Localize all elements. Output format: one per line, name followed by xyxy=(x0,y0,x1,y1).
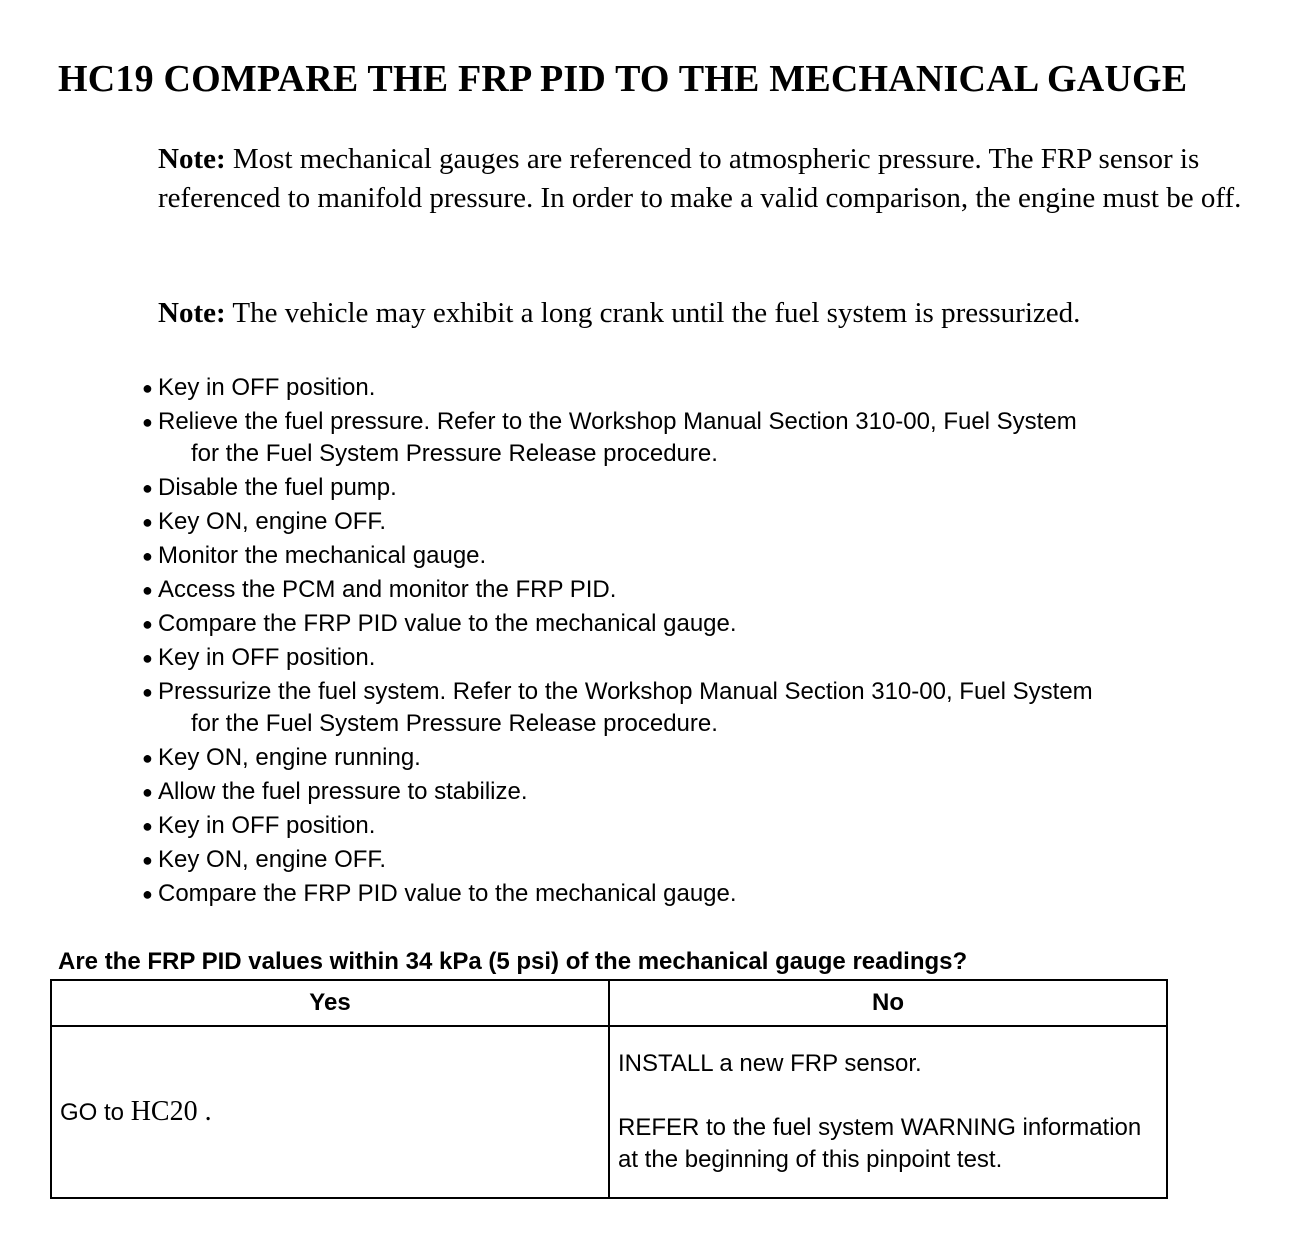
step-text: Relieve the fuel pressure. Refer to the Workshop Manual Section 310-00, Fuel System xyxy=(158,408,1077,435)
bullet-icon: ● xyxy=(142,478,153,498)
no-action-cell xyxy=(609,1026,1167,1198)
list-item xyxy=(140,472,1260,504)
warning-reference-instruction: REFER to the fuel system WARNING information at the beginning of this pinpoint test. xyxy=(618,1114,1142,1173)
hc20-link[interactable]: HC20 xyxy=(130,1095,198,1127)
test-question: Are the FRP PID values within 34 kPa (5 psi) of the mechanical gauge readings? xyxy=(58,948,968,975)
bullet-icon: ● xyxy=(142,816,153,836)
table-header-row xyxy=(51,980,1167,1026)
bullet-icon: ● xyxy=(142,648,153,668)
page-title: HC19 COMPARE THE FRP PID TO THE MECHANICAL GAUGE xyxy=(58,58,1188,100)
list-item xyxy=(140,676,1260,740)
yes-column-header: Yes xyxy=(51,980,609,1026)
step-text: Key ON, engine OFF. xyxy=(158,508,387,535)
list-item xyxy=(140,406,1260,470)
bullet-icon: ● xyxy=(142,748,153,768)
step-text: Key ON, engine OFF. xyxy=(158,846,387,873)
no-column-header: No xyxy=(609,980,1167,1026)
step-text: Monitor the mechanical gauge. xyxy=(158,542,487,569)
note-long-crank xyxy=(158,294,1258,333)
bullet-icon: ● xyxy=(142,546,153,566)
step-text: Pressurize the fuel system. Refer to the Workshop Manual Section 310-00, Fuel System xyxy=(158,678,1093,705)
procedure-steps-list xyxy=(140,372,1260,912)
note-label: Note: xyxy=(158,143,226,175)
list-item xyxy=(140,540,1260,572)
step-text: Compare the FRP PID value to the mechanical gauge. xyxy=(158,880,737,907)
list-item xyxy=(140,642,1260,674)
bullet-icon: ● xyxy=(142,614,153,634)
bullet-icon: ● xyxy=(142,850,153,870)
list-item xyxy=(140,844,1260,876)
bullet-icon: ● xyxy=(142,782,153,802)
list-item xyxy=(140,372,1260,404)
bullet-icon: ● xyxy=(142,682,153,702)
list-item xyxy=(140,608,1260,640)
go-to-suffix: . xyxy=(197,1095,212,1127)
list-item xyxy=(140,742,1260,774)
bullet-icon: ● xyxy=(142,512,153,532)
note-text: Most mechanical gauges are referenced to atmospheric pressure. The FRP sensor is referenced to manifold pressure. In order to make a valid comparison, the engine must be off. xyxy=(158,143,1242,214)
bullet-icon: ● xyxy=(142,378,153,398)
list-item xyxy=(140,776,1260,808)
install-sensor-instruction: INSTALL a new FRP sensor. xyxy=(618,1050,922,1077)
step-text-continuation: for the Fuel System Pressure Release procedure. xyxy=(191,710,718,737)
note-text: The vehicle may exhibit a long crank until the fuel system is pressurized. xyxy=(225,297,1081,329)
bullet-icon: ● xyxy=(142,580,153,600)
yes-no-result-table xyxy=(50,979,1168,1199)
table-row xyxy=(51,1026,1167,1198)
step-text: Key in OFF position. xyxy=(158,374,376,401)
list-item xyxy=(140,878,1260,910)
list-item xyxy=(140,810,1260,842)
go-to-text: GO to xyxy=(60,1098,131,1126)
list-item xyxy=(140,506,1260,538)
step-text: Key in OFF position. xyxy=(158,812,376,839)
step-text-continuation: for the Fuel System Pressure Release procedure. xyxy=(191,440,718,467)
step-text: Key ON, engine running. xyxy=(158,744,421,771)
list-item xyxy=(140,574,1260,606)
bullet-icon: ● xyxy=(142,412,153,432)
note-label: Note: xyxy=(158,297,226,329)
bullet-icon: ● xyxy=(142,884,153,904)
step-text: Access the PCM and monitor the FRP PID. xyxy=(158,576,617,603)
step-text: Allow the fuel pressure to stabilize. xyxy=(158,778,528,805)
step-text: Key in OFF position. xyxy=(158,644,376,671)
step-text: Compare the FRP PID value to the mechanical gauge. xyxy=(158,610,737,637)
yes-action-cell xyxy=(51,1026,609,1198)
note-atmospheric-pressure xyxy=(158,140,1258,218)
step-text: Disable the fuel pump. xyxy=(158,474,397,501)
